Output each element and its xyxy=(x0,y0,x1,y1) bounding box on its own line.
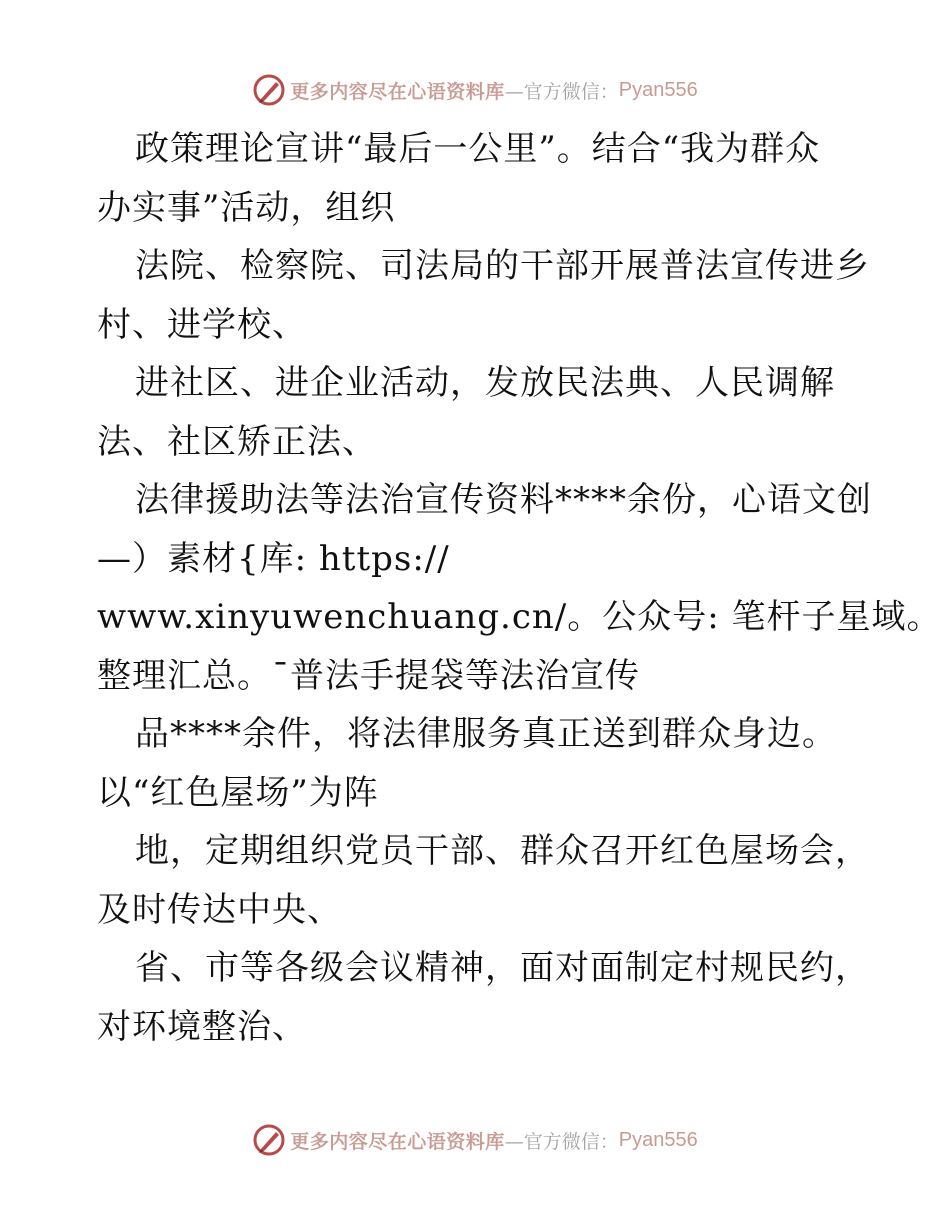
footer-site-name: 更多内容尽在心语资料库 xyxy=(290,1130,505,1153)
text-line: 省、市等各级会议精神，面对面制定村规民约， xyxy=(135,948,870,988)
footer-watermark xyxy=(0,1120,950,1160)
header-watermark xyxy=(0,70,950,110)
footer-wechat-id: Pyan556 xyxy=(618,1128,698,1151)
header-wechat-id: Pyan556 xyxy=(618,78,698,101)
pen-logo-icon xyxy=(252,73,286,107)
text-line: 村、进学校、 xyxy=(97,304,307,345)
text-line: 整理汇总。¯普法手提袋等法治宣传 xyxy=(97,655,640,696)
text-line: 品****余件，将法律服务真正送到群众身边。 xyxy=(135,714,837,754)
text-line: 法、社区矫正法、 xyxy=(97,421,377,462)
header-wechat-label: —官方微信： xyxy=(504,80,619,103)
text-line: 办实事”活动，组织 xyxy=(97,187,396,228)
document-body xyxy=(97,120,942,1056)
text-line: 法院、检察院、司法局的干部开展普法宣传进乡 xyxy=(135,246,870,286)
text-line: 进社区、进企业活动，发放民法典、人民调解 xyxy=(135,363,835,403)
text-line: www.xinyuwenchuang.cn/。公众号: 笔杆子星域。 xyxy=(97,597,942,637)
footer-wechat-label: —官方微信： xyxy=(504,1130,619,1153)
text-line: 对环境整治、 xyxy=(97,1006,307,1047)
text-line: 及时传达中央、 xyxy=(97,889,342,930)
text-line: 政策理论宣讲“最后一公里”。结合“我为群众 xyxy=(135,129,821,169)
text-line: 法律援助法等法治宣传资料****余份，心语文创 xyxy=(135,480,872,520)
text-line: 地，定期组织党员干部、群众召开红色屋场会， xyxy=(135,831,870,871)
text-line: —）素材{库: https:// xyxy=(97,538,450,579)
text-line: 以“红色屋场”为阵 xyxy=(97,772,379,813)
header-site-name: 更多内容尽在心语资料库 xyxy=(290,80,505,103)
pen-logo-icon xyxy=(252,1123,286,1157)
